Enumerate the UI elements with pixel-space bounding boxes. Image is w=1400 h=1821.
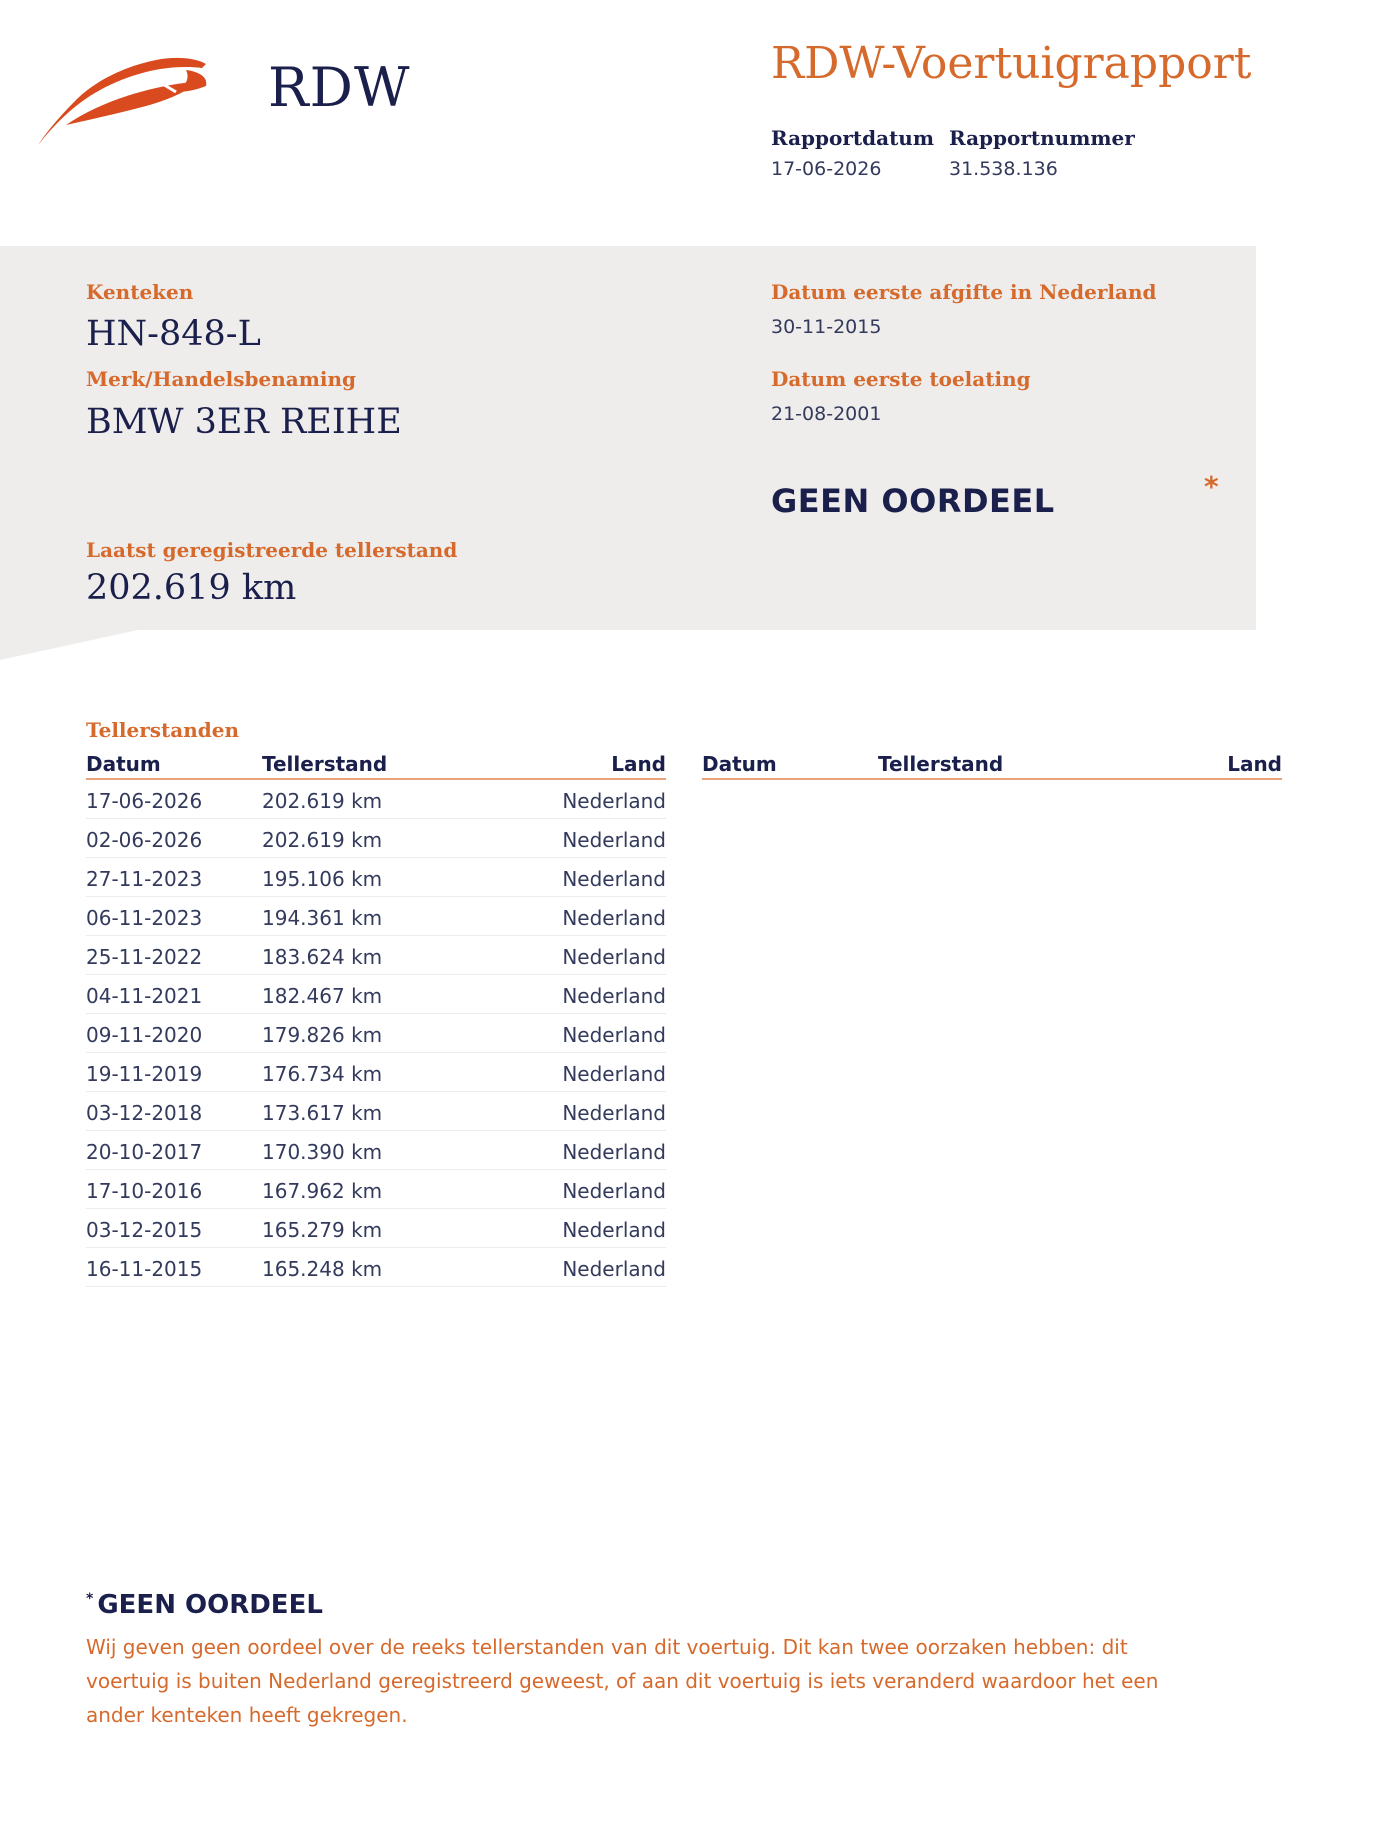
cell-country: Nederland bbox=[562, 1257, 666, 1281]
report-date-value: 17-06-2026 bbox=[771, 158, 882, 180]
cell-country: Nederland bbox=[562, 1062, 666, 1086]
cell-country: Nederland bbox=[562, 1023, 666, 1047]
footnote-title bbox=[86, 1590, 323, 1620]
cell-reading: 170.390 km bbox=[262, 1140, 383, 1164]
plate-label: Kenteken bbox=[86, 280, 194, 304]
header-date: Datum bbox=[86, 752, 161, 776]
verdict: GEEN OORDEEL bbox=[771, 482, 1055, 520]
cell-reading: 202.619 km bbox=[262, 828, 383, 852]
table-row bbox=[86, 1092, 666, 1131]
header-country: Land bbox=[611, 752, 666, 776]
footnote-title-text: GEEN OORDEEL bbox=[97, 1590, 323, 1620]
table-row bbox=[86, 1131, 666, 1170]
report-number-label: Rapportnummer bbox=[949, 126, 1135, 150]
cell-date: 20-10-2017 bbox=[86, 1140, 203, 1164]
cell-date: 27-11-2023 bbox=[86, 867, 203, 891]
table-row bbox=[86, 858, 666, 897]
cell-reading: 165.248 km bbox=[262, 1257, 383, 1281]
rdw-logo bbox=[36, 30, 411, 160]
footnote-marker: * bbox=[86, 1591, 94, 1608]
cell-date: 02-06-2026 bbox=[86, 828, 203, 852]
cell-country: Nederland bbox=[562, 1140, 666, 1164]
cell-reading: 194.361 km bbox=[262, 906, 383, 930]
cell-date: 03-12-2015 bbox=[86, 1218, 203, 1242]
header-reading-2: Tellerstand bbox=[878, 752, 1004, 776]
odometer-value: 202.619 km bbox=[86, 568, 297, 608]
cell-date: 03-12-2018 bbox=[86, 1101, 203, 1125]
table-row bbox=[86, 819, 666, 858]
plate-value: HN-848-L bbox=[86, 314, 261, 354]
cell-country: Nederland bbox=[562, 789, 666, 813]
table-row bbox=[86, 1170, 666, 1209]
table-row bbox=[86, 975, 666, 1014]
readings-title: Tellerstanden bbox=[86, 718, 240, 742]
readings-table-2-header bbox=[702, 750, 1282, 780]
cell-country: Nederland bbox=[562, 984, 666, 1008]
readings-table-header bbox=[86, 750, 666, 780]
table-row bbox=[86, 1014, 666, 1053]
report-date-label: Rapportdatum bbox=[771, 126, 935, 150]
readings-table-body bbox=[86, 780, 666, 1287]
footnote-text: Wij geven geen oordeel over de reeks tellerstanden van dit voertuig. Dit kan twee oorzaken hebben: dit voertuig is buiten Nederland geregistreerd geweest, of aan dit voertuig is iets veranderd waardoor het een ander kenteken heeft gekregen. bbox=[86, 1635, 1159, 1727]
table-row bbox=[86, 1209, 666, 1248]
header-country-2: Land bbox=[1227, 752, 1282, 776]
cell-country: Nederland bbox=[562, 867, 666, 891]
first-admission-value: 21-08-2001 bbox=[771, 403, 882, 425]
report-number-value: 31.538.136 bbox=[949, 158, 1058, 180]
cell-reading: 182.467 km bbox=[262, 984, 383, 1008]
cell-country: Nederland bbox=[562, 906, 666, 930]
readings-table-2 bbox=[702, 750, 1282, 780]
cell-reading: 173.617 km bbox=[262, 1101, 383, 1125]
make-label: Merk/Handelsbenaming bbox=[86, 367, 357, 391]
rdw-wing-icon bbox=[36, 30, 216, 150]
cell-date: 16-11-2015 bbox=[86, 1257, 203, 1281]
cell-reading: 202.619 km bbox=[262, 789, 383, 813]
report-title: RDW-Voertuigrapport bbox=[771, 38, 1252, 89]
panel-tab bbox=[0, 630, 138, 660]
table-row bbox=[86, 1053, 666, 1092]
table-row bbox=[86, 1248, 666, 1287]
cell-reading: 176.734 km bbox=[262, 1062, 383, 1086]
cell-date: 09-11-2020 bbox=[86, 1023, 203, 1047]
readings-table bbox=[86, 750, 666, 1287]
odometer-label: Laatst geregistreerde tellerstand bbox=[86, 538, 458, 562]
cell-country: Nederland bbox=[562, 945, 666, 969]
table-row bbox=[86, 936, 666, 975]
verdict-asterisk: * bbox=[1204, 470, 1219, 503]
cell-reading: 167.962 km bbox=[262, 1179, 383, 1203]
cell-reading: 165.279 km bbox=[262, 1218, 383, 1242]
cell-date: 06-11-2023 bbox=[86, 906, 203, 930]
make-value: BMW 3ER REIHE bbox=[86, 402, 402, 442]
first-issue-nl-value: 30-11-2015 bbox=[771, 316, 882, 338]
cell-reading: 195.106 km bbox=[262, 867, 383, 891]
first-admission-label: Datum eerste toelating bbox=[771, 367, 1031, 391]
cell-date: 25-11-2022 bbox=[86, 945, 203, 969]
cell-reading: 183.624 km bbox=[262, 945, 383, 969]
table-row bbox=[86, 780, 666, 819]
table-row bbox=[86, 897, 666, 936]
report-date bbox=[771, 126, 934, 180]
cell-date: 04-11-2021 bbox=[86, 984, 203, 1008]
header-date-2: Datum bbox=[702, 752, 777, 776]
cell-country: Nederland bbox=[562, 1218, 666, 1242]
rdw-logo-text: RDW bbox=[268, 56, 411, 119]
cell-country: Nederland bbox=[562, 1101, 666, 1125]
cell-country: Nederland bbox=[562, 1179, 666, 1203]
cell-reading: 179.826 km bbox=[262, 1023, 383, 1047]
cell-date: 17-06-2026 bbox=[86, 789, 203, 813]
cell-date: 17-10-2016 bbox=[86, 1179, 203, 1203]
report-number bbox=[949, 126, 1135, 180]
cell-date: 19-11-2019 bbox=[86, 1062, 203, 1086]
first-issue-nl-label: Datum eerste afgifte in Nederland bbox=[771, 280, 1157, 304]
cell-country: Nederland bbox=[562, 828, 666, 852]
header-reading: Tellerstand bbox=[262, 752, 388, 776]
